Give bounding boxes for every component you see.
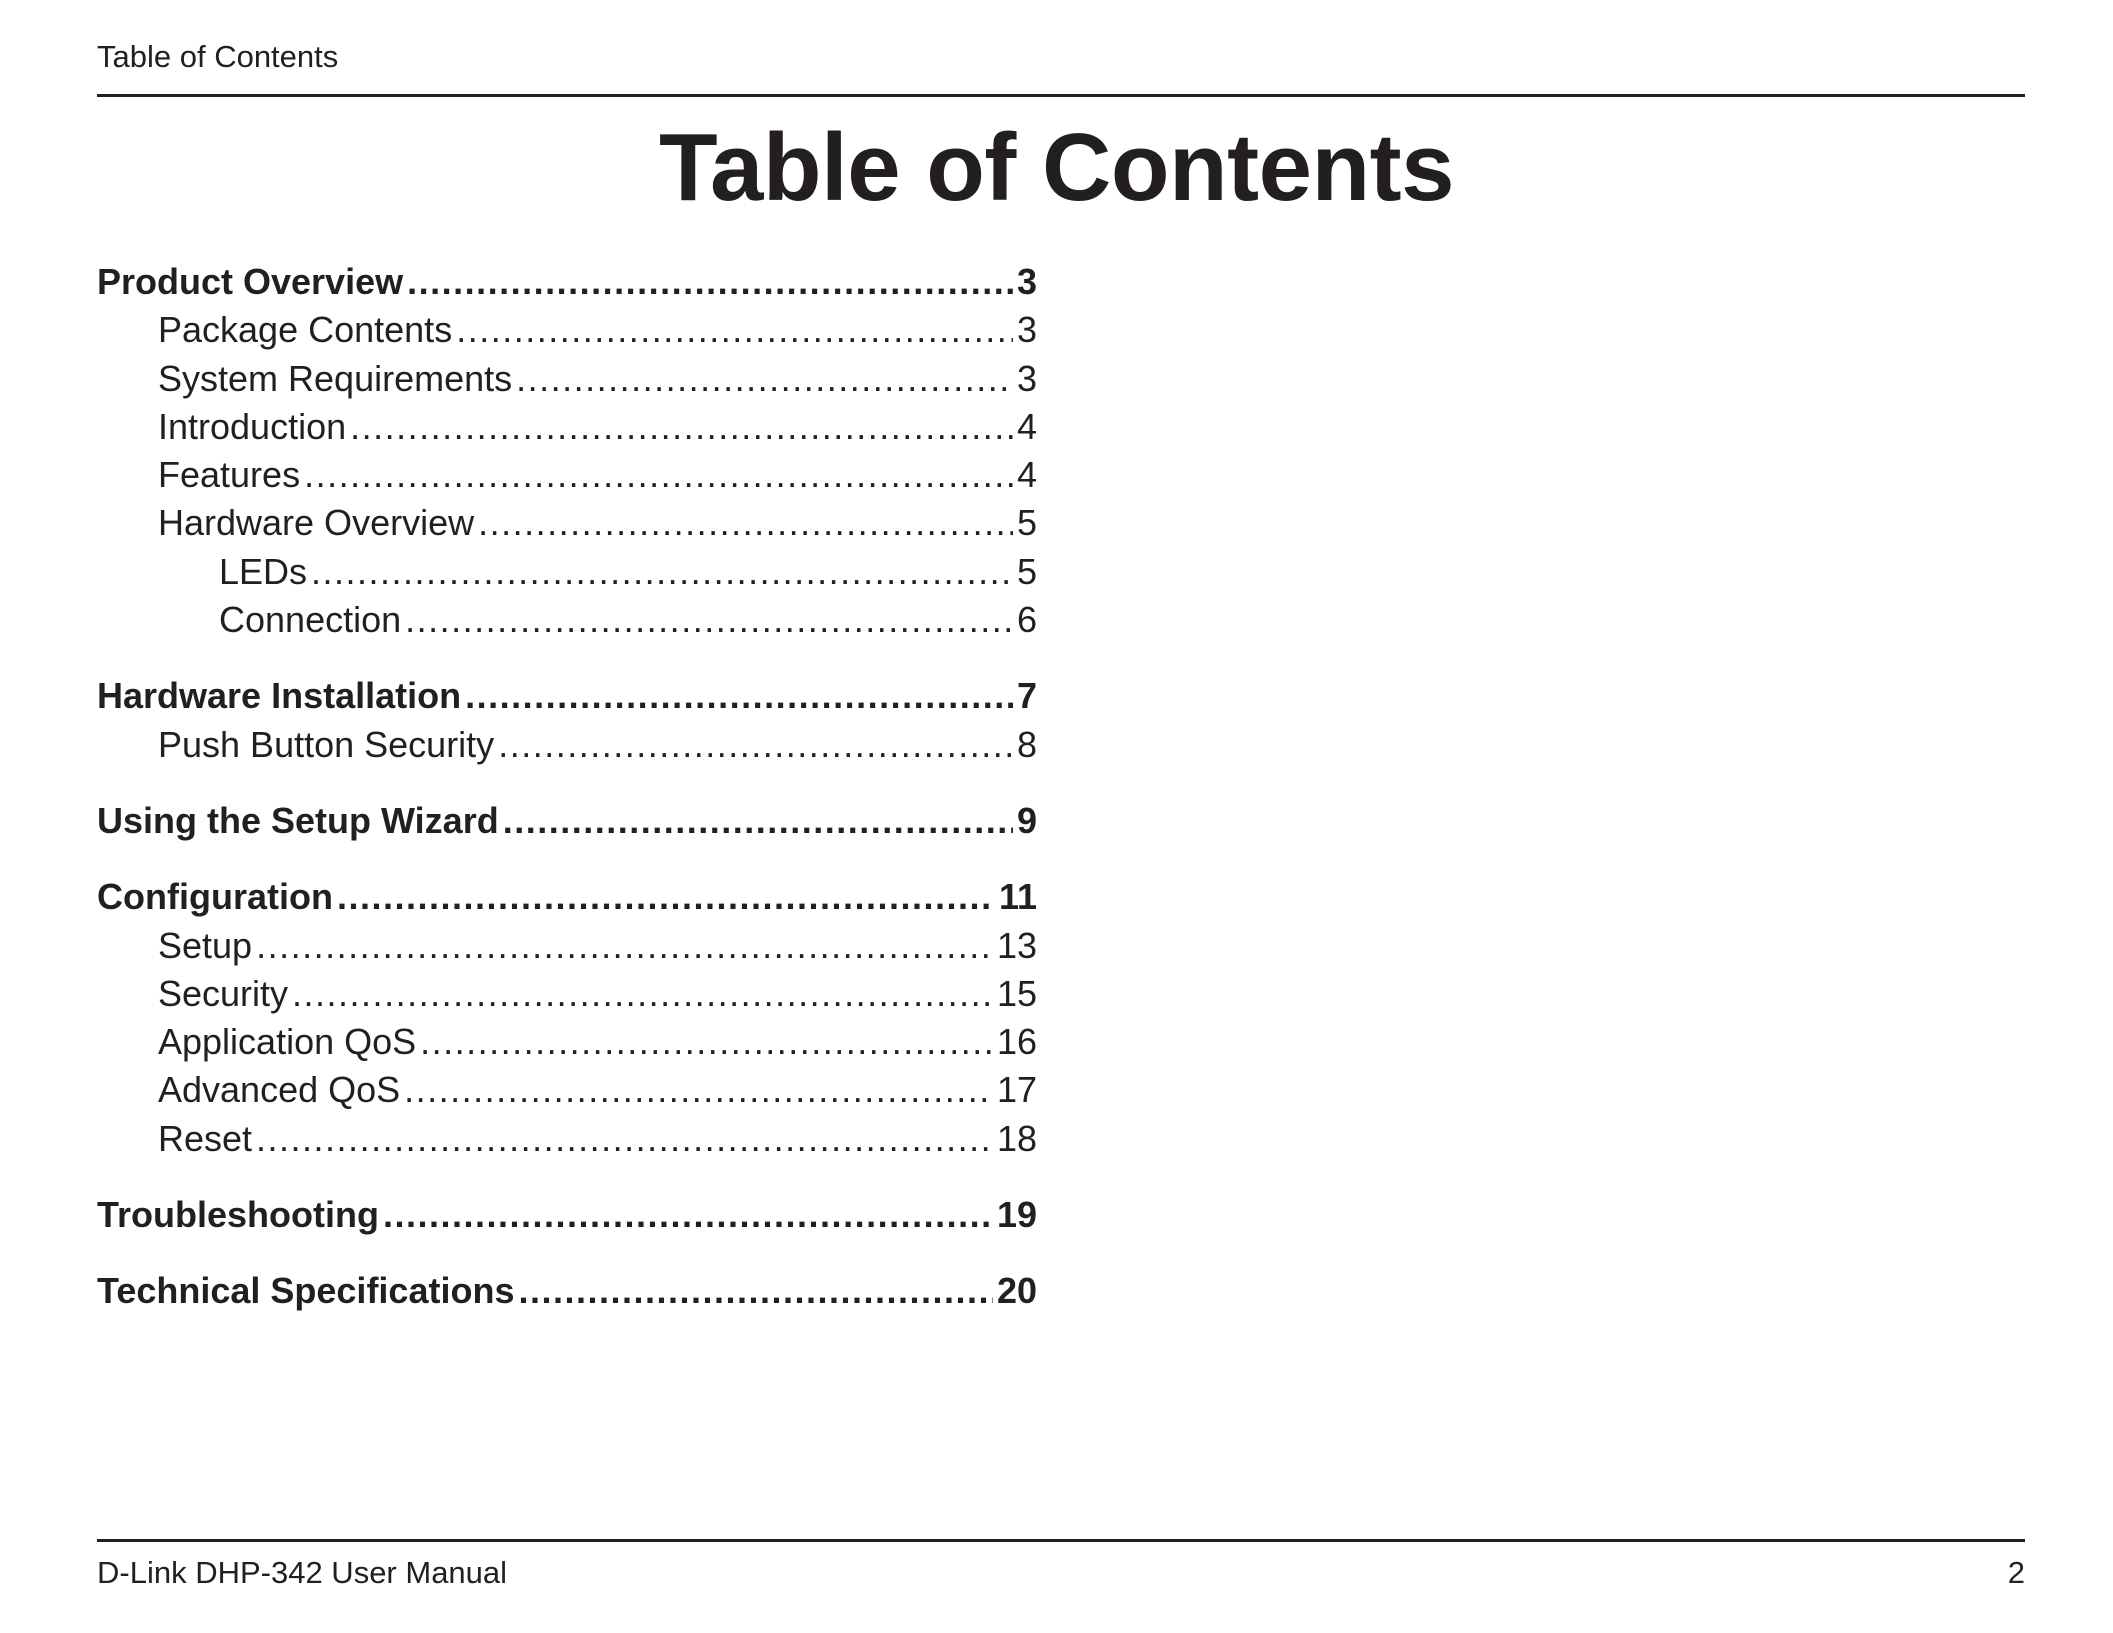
footer-manual-title: D-Link DHP-342 User Manual (97, 1555, 508, 1590)
toc-entry-setup[interactable] (97, 922, 1037, 970)
toc-entry-label: Using the Setup Wizard (97, 799, 499, 841)
toc-entry-page: 17 (996, 1069, 1037, 1111)
toc-entry-product-overview[interactable] (97, 258, 1037, 306)
toc-entry-label: Product Overview (97, 261, 404, 302)
toc-leader-dots (337, 873, 995, 921)
toc-entry-label: Reset (158, 1117, 253, 1159)
table-of-contents (97, 258, 1037, 1316)
toc-leader-dots (420, 1018, 993, 1066)
toc-entry-page: 19 (996, 1194, 1037, 1236)
toc-leader-dots (498, 721, 1013, 769)
toc-leader-dots (465, 672, 1013, 720)
toc-entry-configuration[interactable] (97, 873, 1037, 921)
toc-leader-dots (292, 970, 993, 1018)
toc-leader-dots (256, 922, 993, 970)
toc-entry-label: Connection (219, 599, 402, 641)
toc-leader-dots (456, 306, 1013, 354)
running-header: Table of Contents (97, 39, 339, 74)
toc-entry-label: Package Contents (158, 309, 453, 351)
toc-entry-connection[interactable] (97, 596, 1037, 644)
toc-leader-dots (311, 548, 1013, 596)
toc-entry-page: 3 (1016, 261, 1037, 302)
toc-entry-page: 13 (996, 924, 1037, 966)
toc-leader-dots (478, 499, 1013, 547)
toc-entry-page: 16 (996, 1021, 1037, 1063)
toc-entry-page: 8 (1016, 723, 1037, 765)
toc-entry-features[interactable] (97, 451, 1037, 499)
toc-entry-label: Hardware Installation (97, 675, 462, 717)
toc-entry-page: 7 (1016, 675, 1037, 717)
toc-entry-label: Setup (158, 924, 253, 966)
toc-entry-page: 5 (1016, 550, 1037, 592)
toc-leader-dots (518, 1267, 992, 1315)
toc-entry-page: 4 (1016, 405, 1037, 447)
toc-entry-label: Advanced QoS (158, 1069, 401, 1111)
toc-entry-technical-specifications[interactable] (97, 1267, 1037, 1315)
toc-entry-page: 9 (1016, 799, 1037, 841)
toc-entry-page: 6 (1016, 599, 1037, 641)
toc-entry-label: Configuration (97, 876, 333, 918)
footer-page-number: 2 (2007, 1555, 2025, 1590)
toc-leader-dots (407, 258, 1013, 306)
toc-leader-dots (503, 797, 1013, 845)
toc-entry-label: Features (158, 454, 301, 496)
toc-entry-label: System Requirements (158, 357, 513, 399)
toc-leader-dots (516, 355, 1013, 403)
toc-entry-troubleshooting[interactable] (97, 1191, 1037, 1239)
header-rule (97, 94, 2025, 97)
toc-entry-label: Hardware Overview (158, 502, 475, 544)
toc-entry-page: 11 (998, 876, 1037, 918)
toc-leader-dots (404, 1066, 993, 1114)
toc-entry-push-button-security[interactable] (97, 721, 1037, 769)
toc-entry-label: Troubleshooting (97, 1194, 379, 1236)
toc-entry-page: 5 (1016, 502, 1037, 544)
toc-entry-label: Technical Specifications (97, 1270, 515, 1312)
toc-entry-page: 18 (996, 1117, 1037, 1159)
toc-entry-page: 3 (1016, 309, 1037, 351)
toc-entry-system-requirements[interactable] (97, 355, 1037, 403)
toc-entry-page: 20 (996, 1270, 1037, 1312)
toc-entry-security[interactable] (97, 970, 1037, 1018)
toc-entry-advanced-qos[interactable] (97, 1066, 1037, 1114)
toc-leader-dots (383, 1191, 993, 1239)
toc-entry-application-qos[interactable] (97, 1018, 1037, 1066)
toc-entry-page: 3 (1016, 357, 1037, 399)
toc-leader-dots (405, 596, 1013, 644)
toc-leader-dots (350, 403, 1013, 451)
toc-entry-page: 4 (1016, 454, 1037, 496)
toc-entry-leds[interactable] (97, 548, 1037, 596)
toc-entry-label: Push Button Security (158, 723, 495, 765)
toc-entry-hardware-overview[interactable] (97, 499, 1037, 547)
toc-entry-package-contents[interactable] (97, 306, 1037, 354)
toc-leader-dots (256, 1115, 993, 1163)
footer-rule (97, 1539, 2025, 1542)
toc-entry-label: Application QoS (158, 1021, 417, 1063)
toc-entry-label: Security (158, 972, 289, 1014)
toc-entry-hardware-installation[interactable] (97, 672, 1037, 720)
toc-entry-label: LEDs (219, 550, 308, 592)
toc-entry-label: Introduction (158, 405, 347, 447)
toc-leader-dots (304, 451, 1013, 499)
toc-entry-introduction[interactable] (97, 403, 1037, 451)
page-title: Table of Contents (658, 114, 1455, 221)
toc-entry-reset[interactable] (97, 1115, 1037, 1163)
toc-entry-page: 15 (996, 972, 1037, 1014)
toc-entry-using-the-setup-wizard[interactable] (97, 797, 1037, 845)
